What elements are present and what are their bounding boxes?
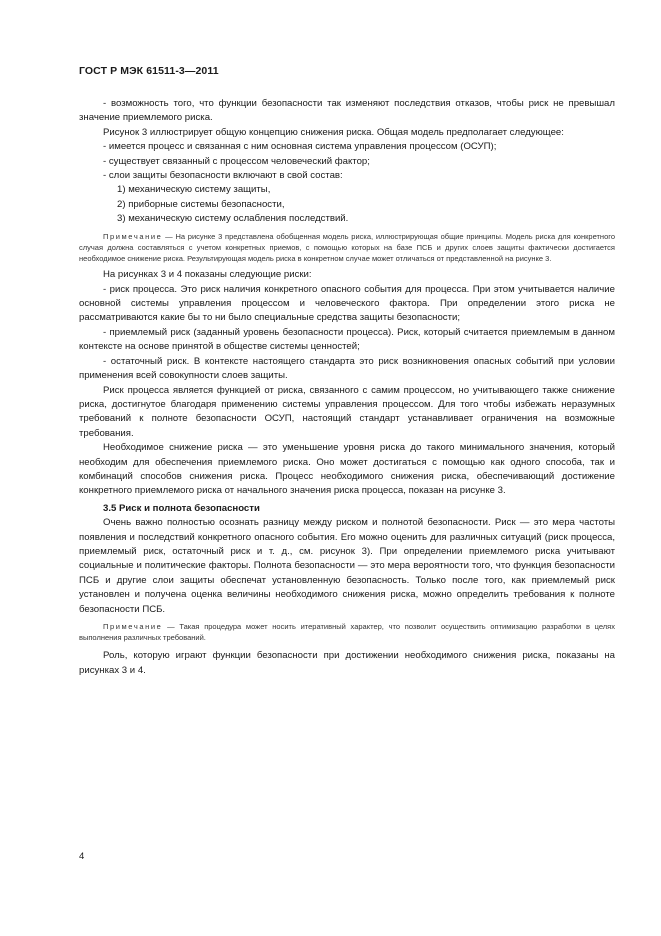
sub-list-item: 2) приборные системы безопасности, (117, 198, 285, 210)
paragraph: Очень важно полностью осознать разницу между риском и полнотой безопасности. Риск — это мера частоты появления и последствий конкретного опасного события. Его можно оценить для различных ситуаций (риск процесса, приемлемый риск, остаточный риск и т. д., см. рисунок 3). При определении приемлемого риска учитывают социальные и политические факторы. Полнота безопасности — это мера вероятности того, что функция безопасности ПСБ и другие слои защиты обеспечат установленную безопасность. Только после того, как приемлемый риск установлен и получена оценка величины необходимого снижения риска, можно определить требования к полноте безопасности ПСБ. (79, 517, 615, 615)
section-heading: 3.5 Риск и полнота безопасности (103, 502, 260, 514)
list-item: - остаточный риск. В контексте настоящего стандарта это риск возникновения опасных событий при условии применения всей совокупности слоев защиты. (79, 355, 615, 382)
list-item: - имеется процесс и связанная с ним основная система управления процессом (ОСУП); (103, 141, 497, 153)
paragraph: - возможность того, что функции безопасности так изменяют последствия отказов, чтобы риск не превышал значение приемлемого риска. (79, 98, 615, 124)
list-item: - существует связанный с процессом человеческий фактор; (103, 155, 370, 167)
document-header: ГОСТ Р МЭК 61511-3—2011 (79, 65, 219, 77)
paragraph: Рисунок 3 иллюстрирует общую концепцию снижения риска. Общая модель предполагает следующее: (103, 126, 564, 138)
note (79, 231, 615, 265)
list-item: - риск процесса. Это риск наличия конкретного опасного события для процесса. При этом учитывается наличие основной системы управления процессом и человеческого фактора. При определении этого риска не рассматриваются какие бы то ни было специальные средства защиты безопасности; (79, 283, 615, 324)
paragraph: Необходимое снижение риска — это уменьшение уровня риска до такого минимального значения, который необходим для обеспечения приемлемого риска. Оно может достигаться с помощью как одного способа, так и комбинаций способов снижения риска. Процесс необходимого снижения риска, обеспечивающий достижение конкретного приемлемого риска от начального значения риска процесса, показан на рисунке 3. (79, 442, 615, 497)
document-body (79, 97, 615, 678)
list-item: - слои защиты безопасности включают в свой состав: (103, 170, 343, 182)
paragraph: На рисунках 3 и 4 показаны следующие риски: (103, 269, 312, 281)
note-label: Примечание (103, 231, 163, 241)
sub-list-item: 1) механическую систему защиты, (117, 184, 271, 196)
note (79, 621, 615, 643)
paragraph: Роль, которую играют функции безопасности при достижении необходимого снижения риска, показаны на рисунках 3 и 4. (79, 650, 615, 676)
list-item: - приемлемый риск (заданный уровень безопасности процесса). Риск, который считается приемлемым в данном контексте на основе принятой в обществе системы ценностей; (79, 326, 615, 353)
note-text: — Такая процедура может носить итеративный характер, что позволит осуществить оптимизацию разработки в целях выполнения различных требований. (79, 622, 615, 643)
paragraph: Риск процесса является функцией от риска, связанного с самим процессом, но учитывающего также снижение риска, достигнутое благодаря применению системы управления процессом. Для того чтобы избежать неразумных требований к полноте безопасности ОСУП, настоящий стандарт устанавливает ограничения на возможные требования. (79, 384, 615, 439)
note-label: Примечание (103, 622, 163, 632)
sub-list-item: 3) механическую систему ослабления последствий. (117, 213, 349, 225)
note-text: — На рисунке 3 представлена обобщенная модель риска, иллюстрирующая общие принципы. Модель риска для конкретного случая должна составляться с учетом конкретных приемов, с помощью которых на базе ПСБ и других слоев защиты фактически достигается необходимое снижение риска. Результирующая модель риска в конкретном случае может отличаться от представленной на рисунке 3. (79, 231, 615, 264)
page-number: 4 (79, 851, 85, 862)
